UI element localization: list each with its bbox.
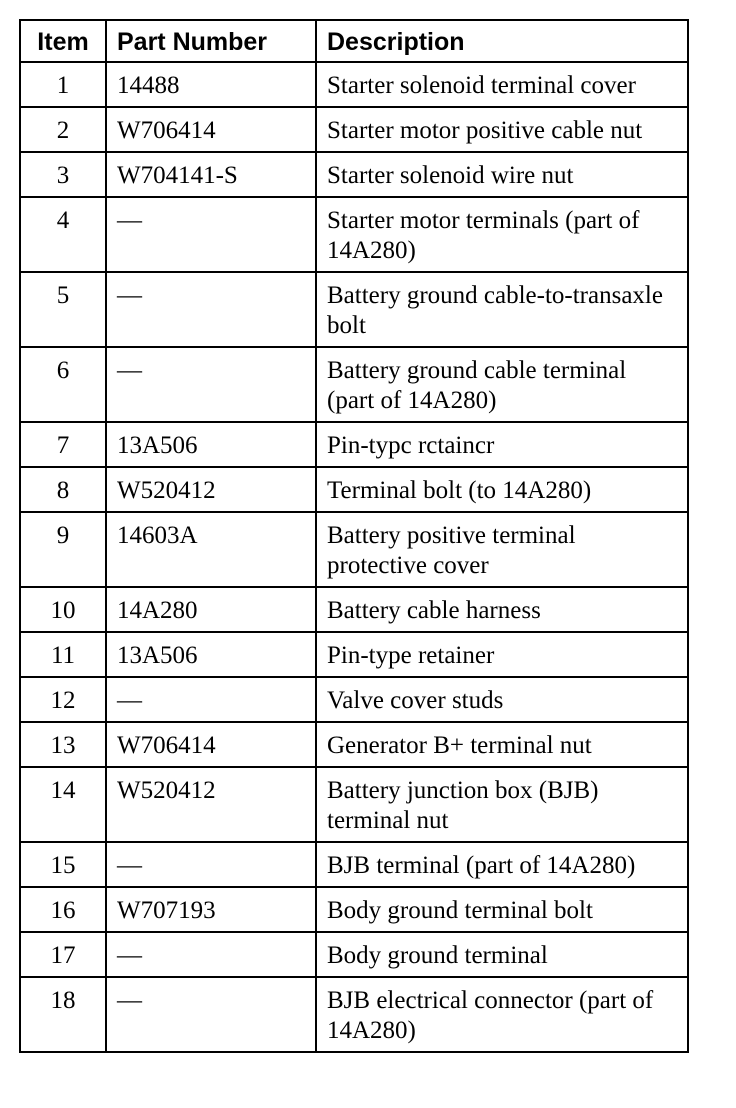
item-cell: 14	[20, 767, 106, 842]
table-row	[20, 272, 688, 347]
table-row	[20, 932, 688, 977]
table-row	[20, 197, 688, 272]
description-cell: BJB terminal (part of 14A280)	[316, 842, 688, 887]
part-number-cell: —	[106, 197, 316, 272]
item-cell: 15	[20, 842, 106, 887]
table-row	[20, 842, 688, 887]
item-cell: 10	[20, 587, 106, 632]
part-number-cell: —	[106, 347, 316, 422]
item-cell: 9	[20, 512, 106, 587]
part-number-cell: —	[106, 842, 316, 887]
table-row	[20, 62, 688, 107]
item-cell: 4	[20, 197, 106, 272]
description-cell: Generator B+ terminal nut	[316, 722, 688, 767]
item-cell: 1	[20, 62, 106, 107]
item-cell: 16	[20, 887, 106, 932]
part-number-cell: 14A280	[106, 587, 316, 632]
part-number-cell: W704141-S	[106, 152, 316, 197]
header-part-number: Part Number	[106, 20, 316, 62]
item-cell: 8	[20, 467, 106, 512]
description-cell: Battery ground cable terminal (part of 14A280)	[316, 347, 688, 422]
item-cell: 13	[20, 722, 106, 767]
description-cell: Pin-typc rctaincr	[316, 422, 688, 467]
header-row	[20, 20, 688, 62]
table-row	[20, 512, 688, 587]
item-cell: 17	[20, 932, 106, 977]
table-row	[20, 107, 688, 152]
table-row	[20, 722, 688, 767]
table-row	[20, 467, 688, 512]
item-cell: 7	[20, 422, 106, 467]
description-cell: Starter motor positive cable nut	[316, 107, 688, 152]
part-number-cell: —	[106, 932, 316, 977]
table-row	[20, 887, 688, 932]
part-number-cell: 13A506	[106, 422, 316, 467]
description-cell: Starter solenoid terminal cover	[316, 62, 688, 107]
description-cell: Battery junction box (BJB) terminal nut	[316, 767, 688, 842]
item-cell: 5	[20, 272, 106, 347]
description-cell: BJB electrical connector (part of 14A280)	[316, 977, 688, 1052]
parts-table	[19, 19, 689, 1053]
description-cell: Battery positive terminal protective cover	[316, 512, 688, 587]
item-cell: 18	[20, 977, 106, 1052]
part-number-cell: —	[106, 677, 316, 722]
part-number-cell: —	[106, 272, 316, 347]
description-cell: Valve cover studs	[316, 677, 688, 722]
part-number-cell: 14488	[106, 62, 316, 107]
header-description: Description	[316, 20, 688, 62]
part-number-cell: 13A506	[106, 632, 316, 677]
part-number-cell: 14603A	[106, 512, 316, 587]
description-cell: Starter motor terminals (part of 14A280)	[316, 197, 688, 272]
item-cell: 2	[20, 107, 106, 152]
part-number-cell: W707193	[106, 887, 316, 932]
item-cell: 11	[20, 632, 106, 677]
part-number-cell: —	[106, 977, 316, 1052]
description-cell: Pin-type retainer	[316, 632, 688, 677]
table-row	[20, 347, 688, 422]
part-number-cell: W520412	[106, 767, 316, 842]
description-cell: Battery cable harness	[316, 587, 688, 632]
description-cell: Starter solenoid wire nut	[316, 152, 688, 197]
part-number-cell: W706414	[106, 107, 316, 152]
table-row	[20, 632, 688, 677]
part-number-cell: W520412	[106, 467, 316, 512]
description-cell: Terminal bolt (to 14A280)	[316, 467, 688, 512]
part-number-cell: W706414	[106, 722, 316, 767]
table-row	[20, 152, 688, 197]
description-cell: Body ground terminal	[316, 932, 688, 977]
table-row	[20, 767, 688, 842]
table-row	[20, 422, 688, 467]
item-cell: 12	[20, 677, 106, 722]
header-item: Item	[20, 20, 106, 62]
description-cell: Battery ground cable-to-transaxle bolt	[316, 272, 688, 347]
item-cell: 6	[20, 347, 106, 422]
table-row	[20, 977, 688, 1052]
item-cell: 3	[20, 152, 106, 197]
description-cell: Body ground terminal bolt	[316, 887, 688, 932]
table-row	[20, 677, 688, 722]
table-row	[20, 587, 688, 632]
